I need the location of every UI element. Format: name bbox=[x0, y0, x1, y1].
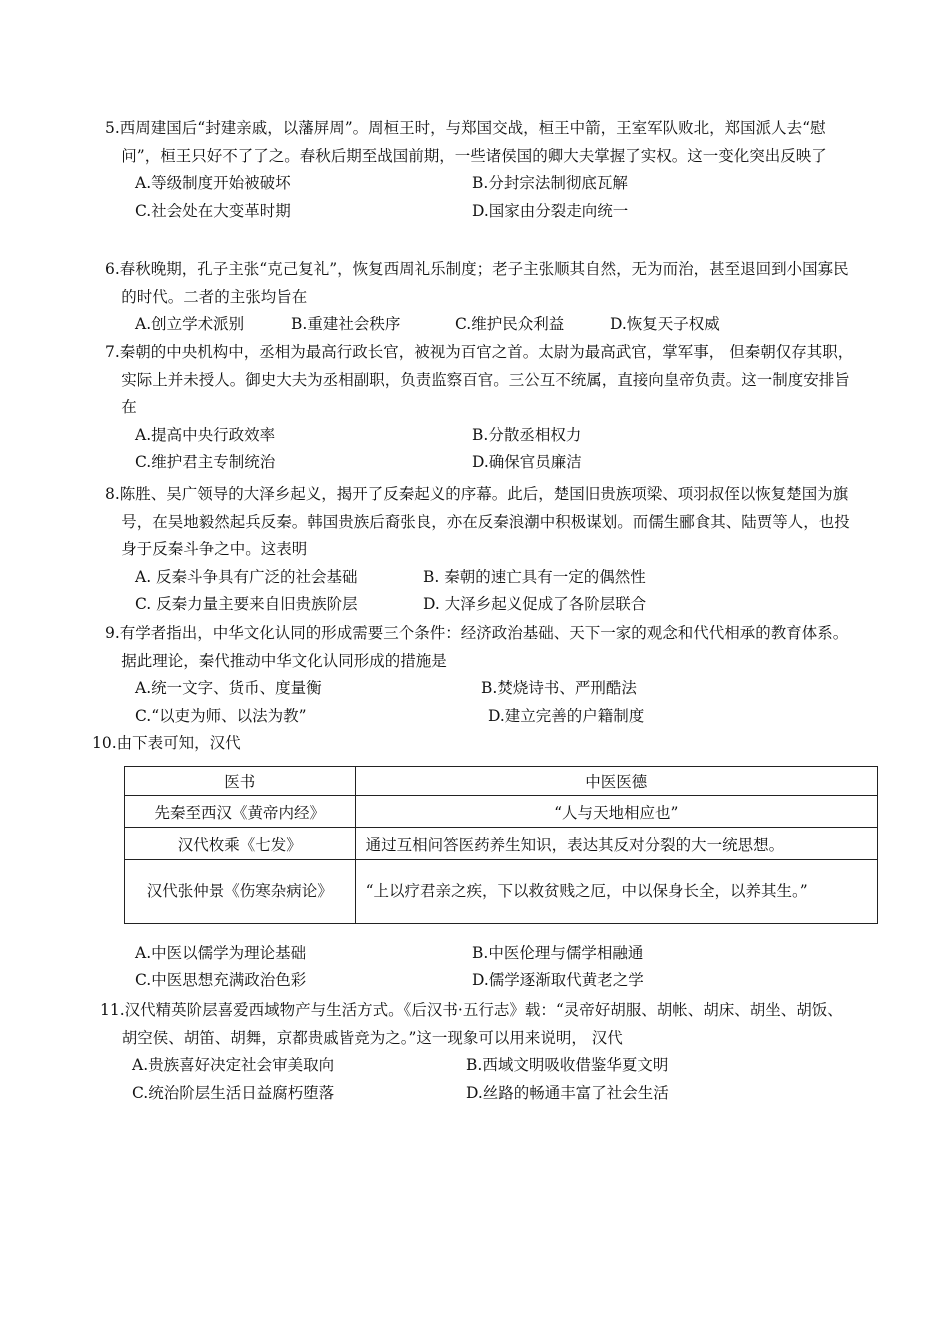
question-10-options-row-2 bbox=[135, 968, 875, 996]
table-cell-ethics: “人与天地相应也” bbox=[355, 796, 877, 828]
question-8-options-row-2 bbox=[105, 591, 857, 619]
question-8-option-c[interactable]: C. 反秦力量主要来自旧贵族阶层 bbox=[135, 595, 358, 613]
question-6-option-c[interactable]: C.维护民众利益 bbox=[455, 315, 565, 333]
table-row bbox=[125, 860, 878, 924]
question-7-options-row-2 bbox=[105, 449, 857, 477]
question-8-option-d[interactable]: D. 大泽乡起义促成了各阶层联合 bbox=[423, 595, 647, 613]
question-5-option-a[interactable]: A.等级制度开始被破坏 bbox=[135, 174, 291, 192]
question-9-options-row-1 bbox=[105, 675, 857, 703]
question-7-option-c[interactable]: C.维护君主专制统治 bbox=[135, 453, 276, 471]
question-7-stem: 7.秦朝的中央机构中，丞相为最高行政长官，被视为百官之首。太尉为最高武官，掌军事， 但秦朝仅存其职，实际上并未授人。御史大夫为丞相副职，负责监察百官。三公互不统属，直接向皇帝负责。这一制度安排旨在 bbox=[105, 343, 854, 416]
question-10-option-d[interactable]: D.儒学逐渐取代黄老之学 bbox=[472, 971, 644, 989]
table-cell-book: 汉代枚乘《七发》 bbox=[125, 828, 356, 860]
question-10-options-row-1 bbox=[135, 941, 875, 969]
question-5-options-row-1 bbox=[105, 170, 857, 198]
question-9-option-c[interactable]: C.“以吏为师、以法为教” bbox=[135, 706, 307, 725]
question-5-stem: 5.西周建国后“封建亲戚，以藩屏周”。周桓王时，与郑国交战，桓王中箭，王室军队败北，郑国派人去“慰问”，桓王只好不了了之。春秋后期至战国前期，一些诸侯国的卿大夫掌握了实权。这一变化突出反映了 bbox=[105, 119, 827, 165]
question-7 bbox=[105, 339, 857, 477]
question-9-options-row-2 bbox=[105, 703, 857, 731]
table-cell-ethics: “上以疗君亲之疾，下以救贫贱之厄，中以保身长全，以养其生。” bbox=[355, 860, 877, 924]
question-6-option-b[interactable]: B.重建社会秩序 bbox=[291, 315, 401, 333]
question-9-option-d[interactable]: D.建立完善的户籍制度 bbox=[488, 706, 645, 725]
table-header-book: 医书 bbox=[125, 767, 356, 796]
question-7-option-a[interactable]: A.提高中央行政效率 bbox=[135, 425, 276, 444]
question-10-option-b[interactable]: B.中医伦理与儒学相融通 bbox=[472, 944, 644, 962]
table-cell-ethics: 通过互相问答医药养生知识，表达其反对分裂的大一统思想。 bbox=[355, 828, 877, 860]
question-11-option-a[interactable]: A.贵族喜好决定社会审美取向 bbox=[132, 1056, 335, 1074]
question-5-option-d[interactable]: D.国家由分裂走向统一 bbox=[472, 201, 629, 220]
question-5 bbox=[105, 115, 857, 225]
question-7-option-d[interactable]: D.确保官员廉洁 bbox=[472, 453, 582, 471]
question-9-stem: 9.有学者指出，中华文化认同的形成需要三个条件：经济政治基础、天下一家的观念和代代相承的教育体系。据此理论，秦代推动中华文化认同形成的措施是 bbox=[105, 624, 849, 670]
question-10-option-c[interactable]: C.中医思想充满政治色彩 bbox=[135, 971, 307, 989]
question-11-option-b[interactable]: B.西域文明吸收借鉴华夏文明 bbox=[466, 1056, 669, 1074]
question-10-stem: 10.由下表可知，汉代 bbox=[92, 734, 241, 752]
question-9 bbox=[105, 620, 857, 730]
table-header-row bbox=[125, 767, 878, 796]
question-6-option-d[interactable]: D.恢复天子权威 bbox=[610, 315, 720, 333]
question-11-options-row-1 bbox=[100, 1052, 857, 1080]
medical-books-table bbox=[124, 766, 878, 924]
question-9-option-a[interactable]: A.统一文字、货币、度量衡 bbox=[135, 679, 322, 697]
question-7-option-b[interactable]: B.分散丞相权力 bbox=[472, 425, 582, 444]
question-6-option-a[interactable]: A.创立学术派别 bbox=[135, 315, 245, 333]
question-8-stem: 8.陈胜、吴广领导的大泽乡起义，揭开了反秦起义的序幕。此后，楚国旧贵族项梁、项羽叔侄以恢复楚国为旗号，在吴地毅然起兵反秦。韩国贵族后裔张良，亦在反秦浪潮中积极谋划。而儒生郦食其、陆贾等人，也投身于反秦斗争之中。这表明 bbox=[105, 485, 850, 558]
table-cell-book: 汉代张仲景《伤寒杂病论》 bbox=[125, 860, 356, 924]
question-5-options-row-2 bbox=[105, 198, 857, 226]
table-row bbox=[125, 828, 878, 860]
question-11-stem: 11.汉代精英阶层喜爱西域物产与生活方式。《后汉书·五行志》载：“灵帝好胡服、胡帐、胡床、胡坐、胡饭、胡空侯、胡笛、胡舞，京都贵戚皆竞为之。”这一现象可以用来说明， 汉代 bbox=[100, 1001, 843, 1047]
question-5-option-c[interactable]: C.社会处在大变革时期 bbox=[135, 201, 291, 220]
question-8 bbox=[105, 481, 857, 619]
question-8-options-row-1 bbox=[105, 564, 857, 592]
question-11-option-d[interactable]: D.丝路的畅通丰富了社会生活 bbox=[466, 1083, 669, 1102]
question-5-option-b[interactable]: B.分封宗法制彻底瓦解 bbox=[472, 174, 628, 192]
question-8-option-a[interactable]: A. 反秦斗争具有广泛的社会基础 bbox=[135, 567, 358, 586]
question-11 bbox=[100, 997, 857, 1107]
table-cell-book: 先秦至西汉《黄帝内经》 bbox=[125, 796, 356, 828]
question-8-option-b[interactable]: B. 秦朝的速亡具有一定的偶然性 bbox=[423, 567, 646, 586]
question-6-stem: 6.春秋晚期，孔子主张“克己复礼”，恢复西周礼乐制度；老子主张顺其自然，无为而治，甚至退回到小国寡民的时代。二者的主张均旨在 bbox=[105, 260, 849, 306]
question-6 bbox=[105, 256, 857, 339]
question-7-options-row-1 bbox=[105, 422, 857, 450]
table-row bbox=[125, 796, 878, 828]
question-11-options-row-2 bbox=[100, 1080, 857, 1108]
question-11-option-c[interactable]: C.统治阶层生活日益腐朽堕落 bbox=[132, 1083, 335, 1102]
question-9-option-b[interactable]: B.焚烧诗书、严刑酷法 bbox=[481, 679, 637, 697]
question-6-options-row bbox=[105, 311, 857, 339]
table-header-ethics: 中医医德 bbox=[355, 767, 877, 796]
question-10-option-a[interactable]: A.中医以儒学为理论基础 bbox=[135, 944, 307, 962]
